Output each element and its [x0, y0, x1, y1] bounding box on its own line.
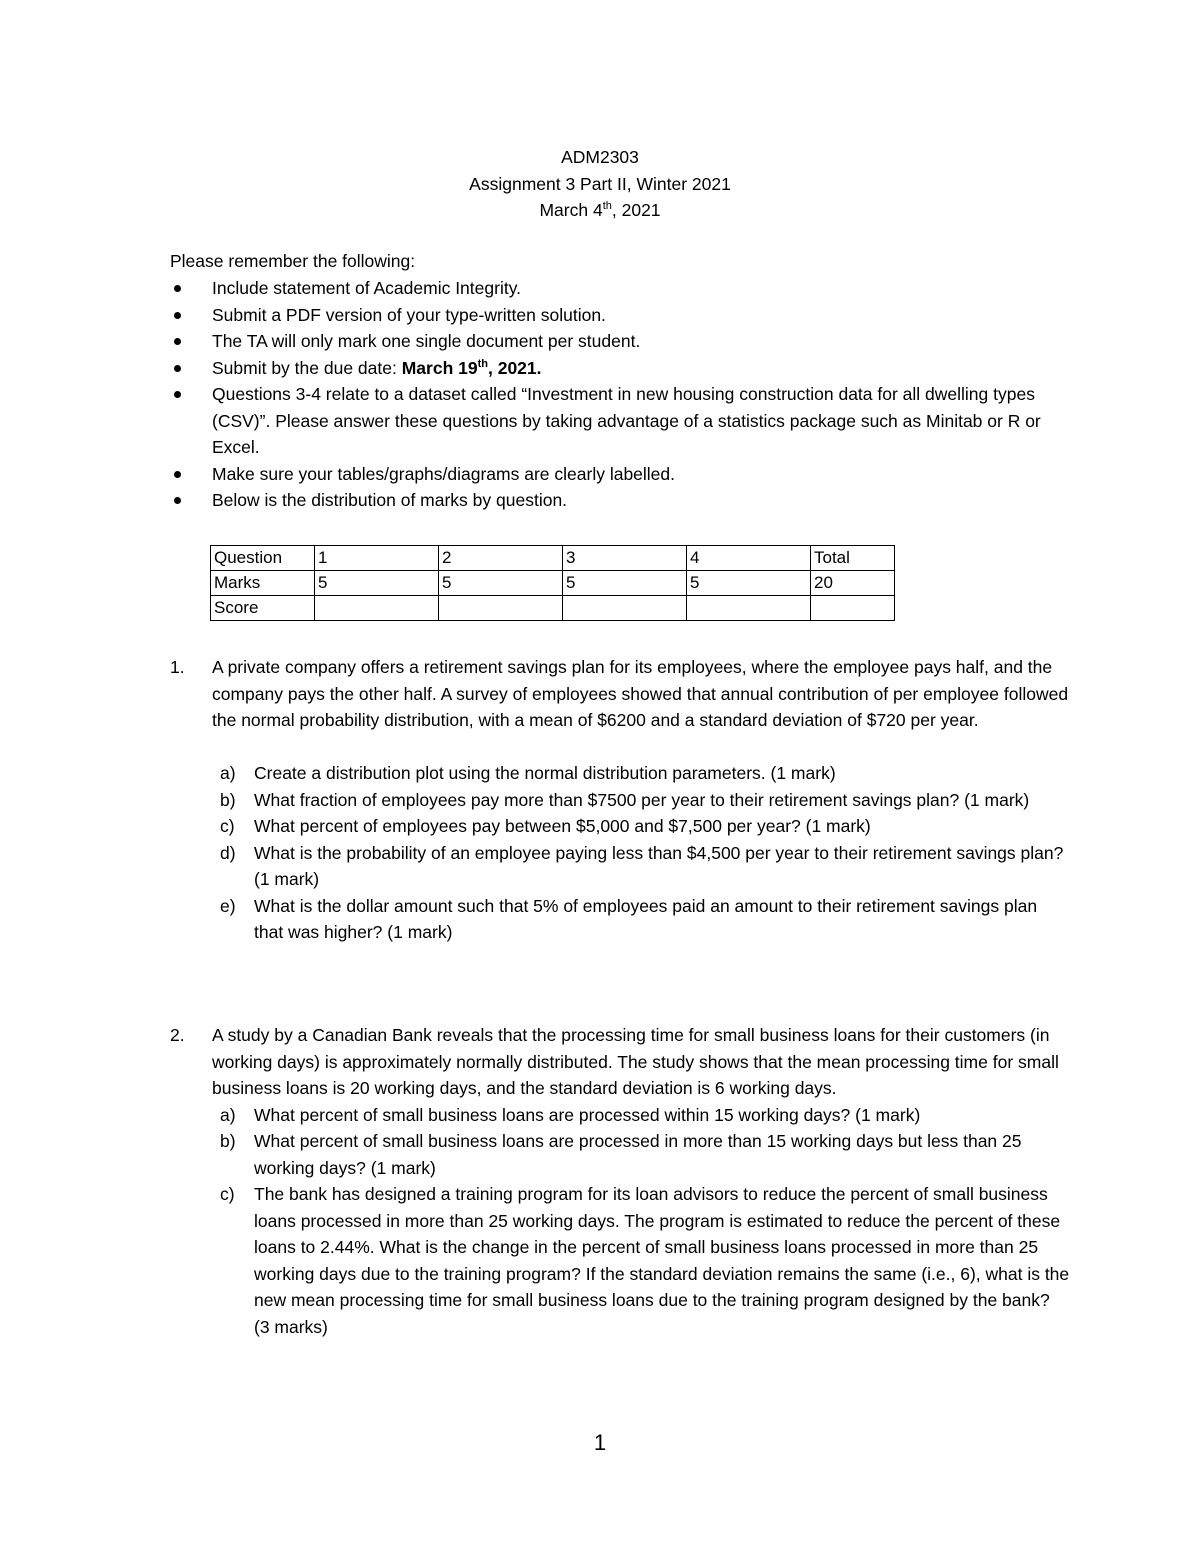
bullet-icon — [174, 338, 181, 345]
part-label: b) — [220, 1131, 236, 1151]
instruction-item — [170, 461, 1070, 488]
table-cell: Marks — [211, 571, 315, 596]
instruction-text: Submit a PDF version of your type-written solution. — [212, 304, 606, 325]
part-text: What is the dollar amount such that 5% of employees paid an amount to their retirement savings plan that was higher? (1 mark) — [254, 895, 1038, 942]
part-text: What percent of employees pay between $5,000 and $7,500 per year? (1 mark) — [254, 816, 871, 836]
score-cell — [439, 596, 563, 621]
table-cell: 2 — [439, 546, 563, 571]
bullet-icon — [174, 391, 181, 398]
bullet-icon — [174, 285, 181, 292]
part-label: b) — [220, 789, 236, 810]
part-text: What percent of small business loans are processed in more than 15 working days but less than 25 working days? (1 mark) — [254, 1131, 1022, 1178]
question-part — [212, 840, 1070, 893]
page-number: 1 — [593, 1430, 607, 1455]
question-part — [212, 813, 1070, 840]
date-suffix: , 2021 — [611, 200, 661, 220]
question-1 — [170, 654, 1070, 946]
date-prefix: March 4 — [539, 200, 603, 220]
assignment-title: Assignment 3 Part II, Winter 2021 — [469, 173, 731, 194]
table-cell: 5 — [315, 571, 439, 596]
due-date — [402, 358, 542, 378]
instruction-text: Include statement of Academic Integrity. — [212, 278, 522, 298]
document-header — [0, 144, 1200, 224]
date-sup: th — [602, 200, 612, 212]
table-cell: 3 — [563, 546, 687, 571]
instruction-text: Questions 3-4 relate to a dataset called “Investment in new housing construction data for all dwelling types (CSV)”. Please answer these questions by taking advantage of a statistics package such as Minitab or R or Excel. — [212, 384, 1041, 457]
instruction-item — [170, 355, 1070, 382]
question-body — [212, 654, 1070, 946]
table-cell: 20 — [811, 571, 895, 596]
instruction-item — [170, 487, 1070, 514]
table-cell: 5 — [687, 571, 811, 596]
instructions-intro: Please remember the following: — [170, 251, 416, 271]
question-part — [212, 1102, 1070, 1129]
bullet-icon — [174, 312, 181, 319]
question-part — [212, 893, 1070, 946]
table-cell: 5 — [439, 571, 563, 596]
bullet-icon — [174, 365, 181, 372]
part-label: c) — [220, 816, 235, 836]
part-label: a) — [220, 1104, 236, 1125]
question-number: 2. — [170, 1025, 185, 1045]
due-date-sup: th — [477, 357, 488, 370]
bullet-icon — [174, 497, 181, 504]
question-part — [212, 760, 1070, 787]
question-part — [212, 1181, 1070, 1340]
course-code: ADM2303 — [561, 147, 639, 167]
table-cell: 4 — [687, 546, 811, 571]
instruction-item — [170, 302, 1070, 329]
table-row — [211, 596, 895, 621]
table-cell: Score — [211, 596, 315, 621]
instruction-item — [170, 275, 1070, 302]
spacer — [212, 734, 1070, 761]
instruction-text: Below is the distribution of marks by question. — [212, 490, 568, 510]
table-cell: 1 — [315, 546, 439, 571]
due-date-suffix: , 2021. — [487, 357, 542, 378]
question-part — [212, 1128, 1070, 1181]
instruction-text: Submit by the due date: — [212, 357, 402, 378]
part-label: d) — [220, 842, 236, 863]
part-text: What is the probability of an employee paying less than $4,500 per year to their retirement savings plan? (1 mark) — [254, 842, 1064, 889]
score-cell — [811, 596, 895, 621]
part-text: The bank has designed a training program for its loan advisors to reduce the percent of small business loans processed in more than 25 working days. The program is estimated to reduce the percent of these loans to 2.44%. What is the change in the percent of small business loans processed in more than 25 working days due to the training program? If the standard deviation remains the same (i.e., 6), what is the new mean processing time for small business loans due to the training program designed by the bank? (3 marks) — [254, 1184, 1070, 1337]
table-row — [211, 571, 895, 596]
question-body — [212, 1022, 1070, 1340]
instructions-list — [170, 275, 1070, 514]
question-text: A private company offers a retirement savings plan for its employees, where the employee pays half, and the company pays the other half. A survey of employees showed that annual contribution of per employee followed the normal probability distribution, with a mean of $6200 and a standard deviation of $720 per year. — [212, 657, 1069, 730]
score-cell — [563, 596, 687, 621]
table-cell: Question — [211, 546, 315, 571]
part-text: What percent of small business loans are processed within 15 working days? (1 mark) — [254, 1104, 921, 1125]
question-parts — [212, 760, 1070, 946]
question-parts — [212, 1102, 1070, 1341]
table-row — [211, 546, 895, 571]
instruction-text: The TA will only mark one single document per student. — [212, 331, 641, 351]
part-text: What fraction of employees pay more than $7500 per year to their retirement savings plan? (1 mark) — [254, 789, 1030, 810]
instruction-text: Make sure your tables/graphs/diagrams are clearly labelled. — [212, 463, 676, 484]
table-cell: Total — [811, 546, 895, 571]
score-cell — [315, 596, 439, 621]
bullet-icon — [174, 471, 181, 478]
question-text: A study by a Canadian Bank reveals that the processing time for small business loans for their customers (in working days) is approximately normally distributed. The study shows that the mean processing time for small business loans is 20 working days, and the standard deviation is 6 working days. — [212, 1025, 1059, 1098]
question-number: 1. — [170, 657, 185, 677]
marks-table — [210, 545, 895, 621]
due-date-prefix: March 19 — [401, 357, 478, 378]
question-2 — [170, 1022, 1070, 1340]
instruction-item — [170, 328, 1070, 355]
part-label: a) — [220, 763, 236, 783]
assignment-date — [0, 197, 1200, 224]
part-label: c) — [220, 1184, 235, 1204]
question-part — [212, 787, 1070, 814]
part-text: Create a distribution plot using the normal distribution parameters. (1 mark) — [254, 763, 836, 783]
score-cell — [687, 596, 811, 621]
instruction-item — [170, 381, 1070, 461]
part-label: e) — [220, 895, 236, 916]
table-cell: 5 — [563, 571, 687, 596]
